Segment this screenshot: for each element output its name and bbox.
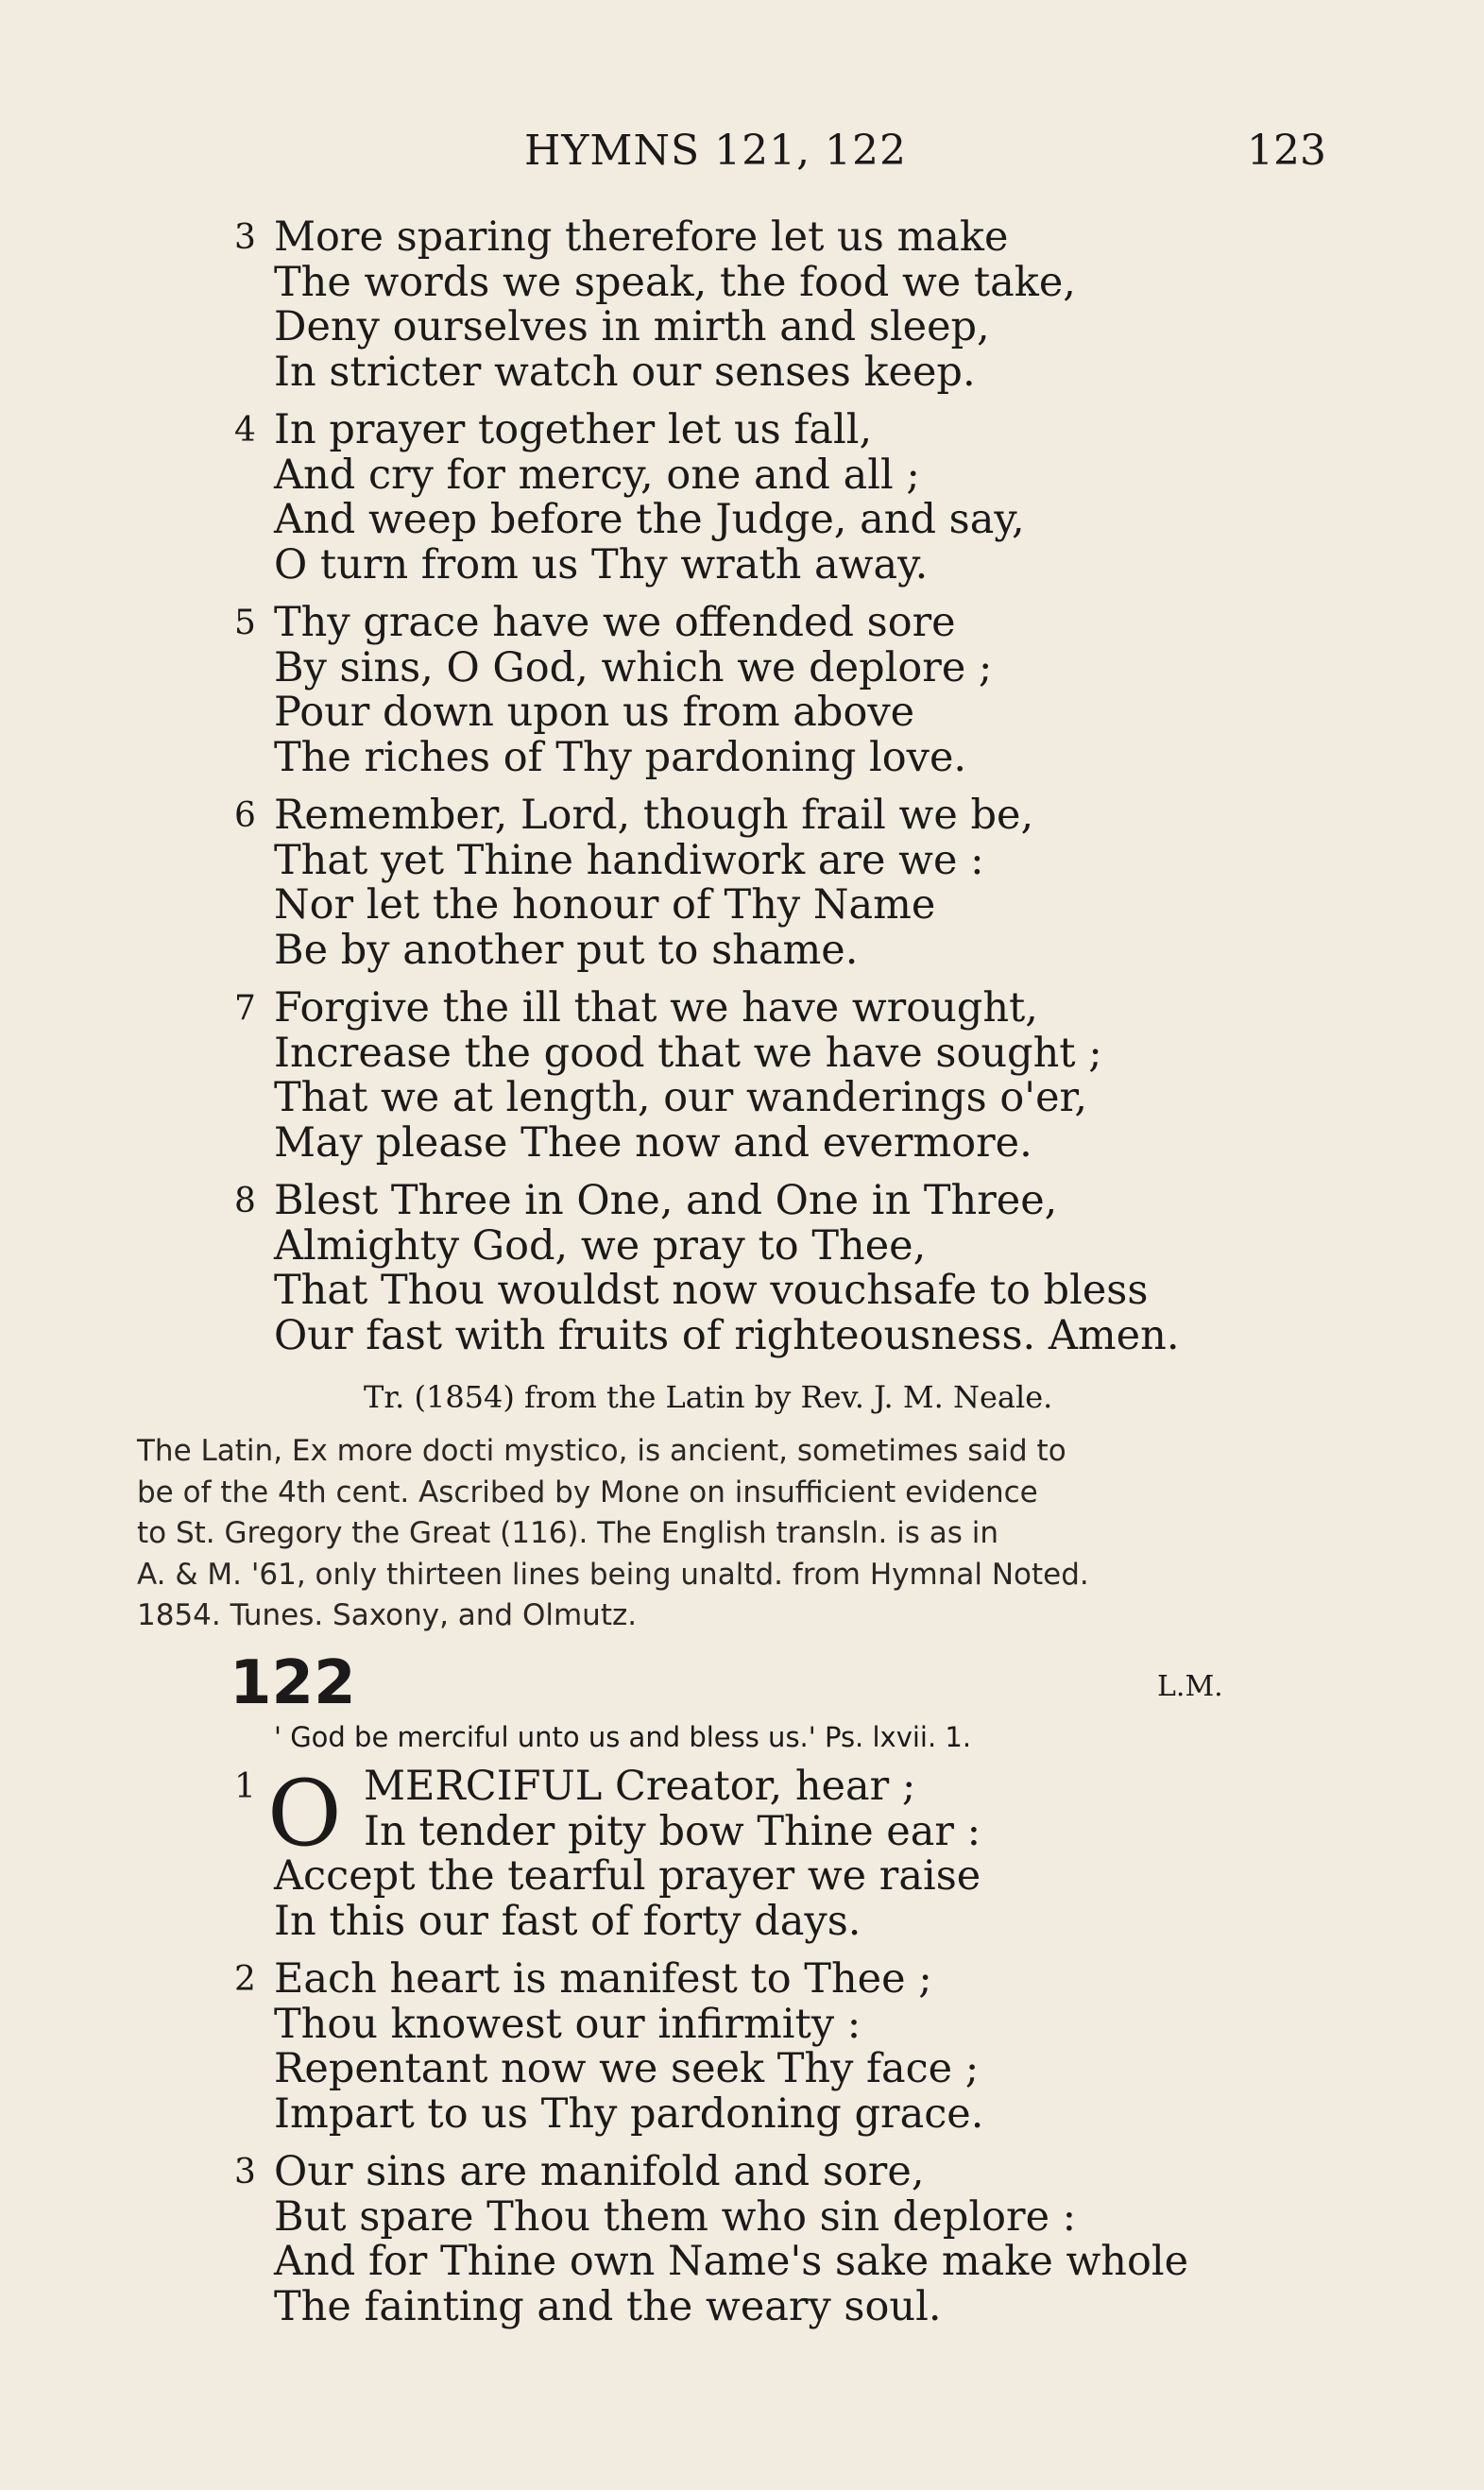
verse-1	[0, 1761, 1484, 1945]
note-line: to St. Gregory the Great (116). The English transln. is as in	[137, 1516, 999, 1550]
verse-number: 4	[234, 411, 256, 450]
verse-3	[0, 215, 1484, 395]
note-line: be of the 4th cent. Ascribed by Mone on insufficient evidence	[137, 1475, 1038, 1509]
verse-line: That Thou wouldst now vouchsafe to bless	[274, 1267, 1149, 1314]
verse-line: In this our fast of forty days.	[274, 1897, 861, 1945]
verse-line: Remember, Lord, though frail we be,	[274, 792, 1034, 839]
hymn-meter: L.M.	[1157, 1670, 1223, 1703]
verse-number: 3	[234, 218, 256, 257]
verse-line: In prayer together let us fall,	[274, 406, 873, 453]
verse-line: Our fast with fruits of righteousness. Amen.	[274, 1311, 1180, 1359]
verse-line: Impart to us Thy pardoning grace.	[274, 2089, 984, 2138]
verse-number: 1	[234, 1767, 256, 1806]
epigraph: ' God be merciful unto us and bless us.' Ps. lxvii. 1.	[274, 1721, 972, 1753]
verse-line: But spare Thou them who sin deplore :	[274, 2192, 1077, 2241]
verse-number: 7	[234, 989, 256, 1028]
verse-line: O turn from us Thy wrath away.	[274, 540, 929, 588]
verse-number: 6	[234, 796, 256, 835]
verse-line: More sparing therefore let us make	[274, 213, 1009, 261]
verse-number: 8	[234, 1182, 256, 1220]
verse-line: Our sins are manifold and sore,	[274, 2148, 925, 2195]
verse-line: The fainting and the weary soul.	[274, 2282, 942, 2330]
verse-line: And weep before the Judge, and say,	[274, 496, 1025, 543]
verse-line: By sins, O God, which we deplore ;	[274, 643, 993, 691]
verse-line: And for Thine own Name's sake make whole	[274, 2238, 1189, 2285]
verse-line: Repentant now we seek Thy face ;	[274, 2045, 980, 2092]
running-title: HYMNS 121, 122	[524, 127, 908, 175]
verse-number: 3	[234, 2153, 256, 2192]
verse-2	[0, 1957, 1484, 2137]
verse-4	[0, 408, 1484, 588]
verse-line: Deny ourselves in mirth and sleep,	[274, 303, 990, 350]
note-line: 1854. Tunes. Saxony, and Olmutz.	[137, 1598, 638, 1632]
verse-line: Forgive the ill that we have wrought,	[274, 984, 1038, 1032]
verse-line: May please Thee now and evermore.	[274, 1118, 1032, 1167]
verse-line: In stricter watch our senses keep.	[274, 348, 976, 396]
drop-cap: O	[267, 1761, 342, 1867]
verse-line: In tender pity bow Thine ear :	[364, 1807, 981, 1855]
hymn-121-continued	[0, 215, 1484, 1372]
verse-8	[0, 1179, 1484, 1358]
hymn-note	[137, 1431, 1337, 1637]
verse-line: MERCIFUL Creator, hear ;	[364, 1763, 916, 1810]
verse-line: The words we speak, the food we take,	[274, 258, 1076, 306]
verse-5	[0, 601, 1484, 780]
translation-credit: Tr. (1854) from the Latin by Rev. J. M. Neale.	[364, 1379, 1053, 1415]
verse-line: The riches of Thy pardoning love.	[274, 733, 967, 781]
verse-line: Nor let the honour of Thy Name	[274, 881, 936, 929]
verse-6	[0, 793, 1484, 973]
running-head	[0, 127, 1484, 183]
verse-line: Each heart is manifest to Thee ;	[274, 1955, 932, 2003]
verse-line: Thy grace have we offended sore	[274, 599, 956, 646]
verse-line: That we at length, our wanderings o'er,	[274, 1074, 1088, 1121]
verse-line: Increase the good that we have sought ;	[274, 1029, 1102, 1077]
verse-line: That yet Thine handiwork are we :	[274, 836, 984, 884]
page-number: 123	[1247, 127, 1326, 175]
verse-line: And cry for mercy, one and all ;	[274, 451, 920, 499]
hymn-122	[0, 1761, 1484, 2343]
verse-line: Pour down upon us from above	[274, 689, 915, 736]
verse-number: 5	[234, 604, 256, 642]
verse-line: Accept the tearful prayer we raise	[274, 1852, 981, 1900]
verse-line: Thou knowest our infirmity :	[274, 2000, 861, 2048]
verse-line: Be by another put to shame.	[274, 926, 859, 974]
note-line: The Latin, Ex more docti mystico, is ancient, sometimes said to	[137, 1434, 1066, 1468]
verse-7	[0, 986, 1484, 1166]
verse-number: 2	[234, 1960, 256, 1999]
note-line: A. & M. '61, only thirteen lines being unaltd. from Hymnal Noted.	[137, 1557, 1089, 1592]
hymn-number: 122	[230, 1648, 356, 1718]
verse-line: Almighty God, we pray to Thee,	[274, 1221, 927, 1270]
verse-line: Blest Three in One, and One in Three,	[274, 1177, 1058, 1224]
verse-3	[0, 2150, 1484, 2329]
